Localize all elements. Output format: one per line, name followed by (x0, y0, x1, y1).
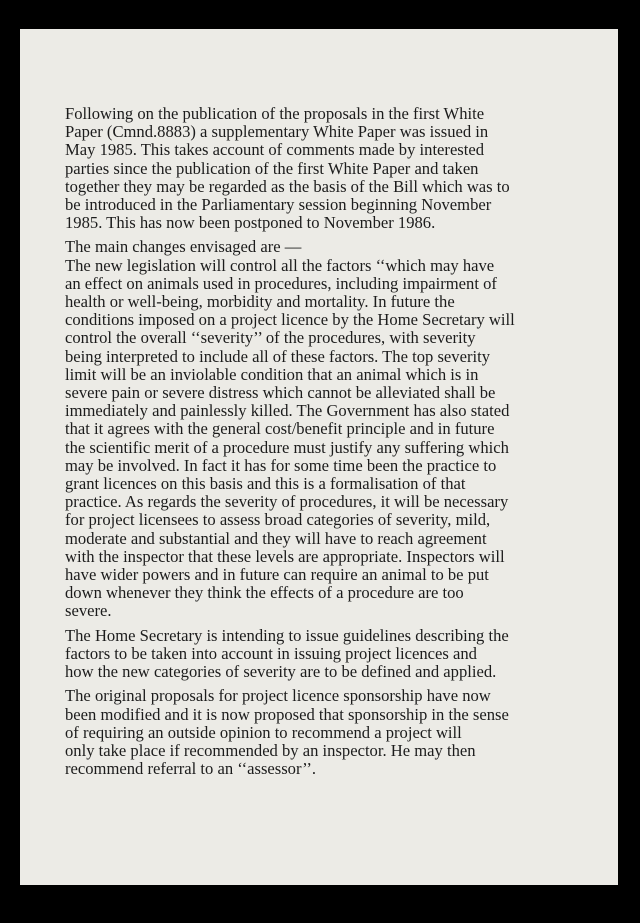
paragraph-white-paper (65, 105, 610, 232)
text-line: with the inspector that these levels are appropriate. Inspectors will (65, 546, 505, 566)
text-line: 1985. This has now been postponed to November 1986. (65, 213, 436, 233)
text-line: conditions imposed on a project licence by the Home Secretary will (65, 310, 515, 330)
text-line: parties since the publication of the first White Paper and taken (65, 158, 479, 178)
text-line: severe. (65, 601, 112, 621)
text-line: factors to be taken into account in issuing project licences and (65, 643, 477, 663)
text-line: recommend referral to an ‘‘assessor’’. (65, 759, 317, 779)
text-line: Following on the publication of the proposals in the first White (65, 104, 485, 123)
text-line: together they may be regarded as the basis of the Bill which was to (65, 176, 510, 196)
text-line: health or well-being, morbidity and mortality. In future the (65, 292, 455, 312)
text-line: of requiring an outside opinion to recommend a project will (65, 722, 462, 742)
text-line: be introduced in the Parliamentary session beginning November (65, 195, 492, 215)
text-line: control the overall ‘‘severity’’ of the procedures, with severity (65, 328, 476, 348)
text-line: being interpreted to include all of these factors. The top severity (65, 346, 490, 366)
text-line: that it agrees with the general cost/benefit principle and in future (65, 419, 495, 439)
text-line: Paper (Cmnd.8883) a supplementary White Paper was issued in (65, 122, 489, 142)
text-line: moderate and substantial and they will have to reach agreement (65, 528, 487, 548)
text-line: severe pain or severe distress which cannot be alleviated shall be (65, 383, 496, 403)
document-body (65, 105, 610, 778)
text-line: practice. As regards the severity of procedures, it will be necessary (65, 492, 509, 512)
text-line: immediately and painlessly killed. The Government has also stated (65, 401, 510, 421)
paragraph-sponsorship (65, 687, 610, 778)
text-line: been modified and it is now proposed that sponsorship in the sense (65, 704, 509, 724)
text-line: The Home Secretary is intending to issue guidelines describing the (65, 625, 509, 645)
text-line: limit will be an inviolable condition that an animal which is in (65, 364, 479, 384)
text-line: The original proposals for project licence sponsorship have now (65, 686, 491, 706)
text-line: an effect on animals used in procedures, including impairment of (65, 273, 497, 293)
text-line: down whenever they think the effects of a procedure are too (65, 583, 464, 603)
text-line: May 1985. This takes account of comments made by interested (65, 140, 485, 160)
text-line: for project licensees to assess broad categories of severity, mild, (65, 510, 491, 530)
text-line: have wider powers and in future can require an animal to be put (65, 565, 489, 585)
text-line: The new legislation will control all the factors ‘‘which may have (65, 255, 495, 275)
document-page (20, 29, 618, 885)
text-line: may be involved. In fact it has for some time been the practice to (65, 455, 497, 475)
paragraph-main-changes-heading (65, 238, 610, 256)
text-line: how the new categories of severity are to be defined and applied. (65, 662, 497, 682)
text-line: only take place if recommended by an inspector. He may then (65, 740, 476, 760)
text-line: The main changes envisaged are — (65, 237, 302, 257)
text-line: the scientific merit of a procedure must justify any suffering which (65, 437, 509, 457)
text-line: grant licences on this basis and this is a formalisation of that (65, 474, 466, 494)
paragraph-new-legislation (65, 257, 610, 621)
paragraph-guidelines (65, 627, 610, 682)
